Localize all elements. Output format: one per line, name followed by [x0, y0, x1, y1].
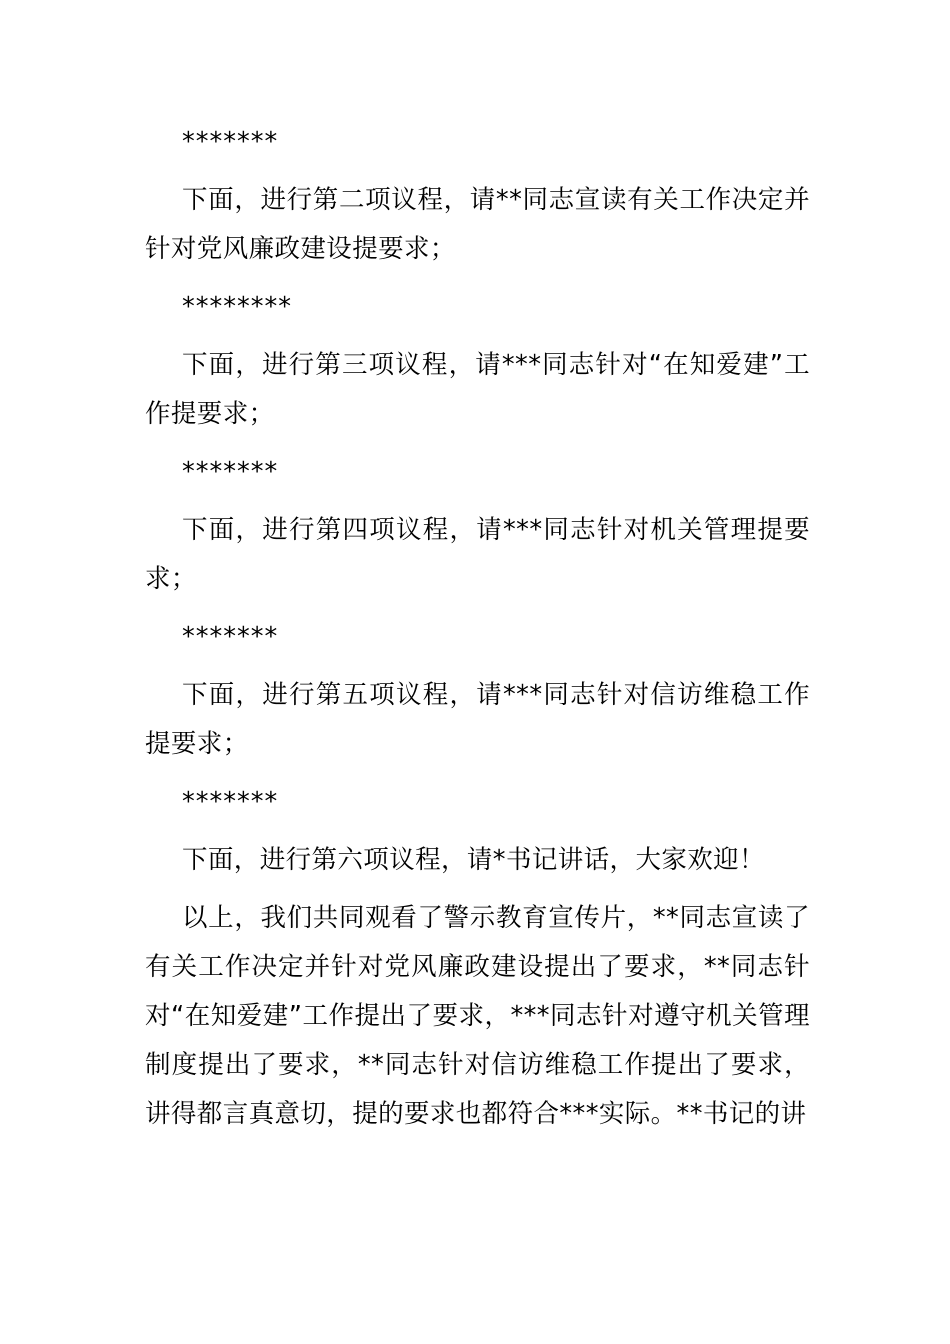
separator-stars: *******: [182, 457, 279, 487]
separator-stars: *******: [182, 127, 279, 157]
summary-paragraph: 以上，我们共同观看了警示教育宣传片，**同志宣读了有关工作决定并针对党风廉政建设提出了要求，**同志针对“在知爱建”工作提出了要求，***同志针对遵守机关管理制度提出了要求，**同志针对信访维稳工作提出了要求，讲得都言真意切，提的要求也都符合***实际。**书记的讲: [145, 903, 810, 1129]
agenda-item-4: 下面，进行第四项议程，请***同志针对机关管理提要求；: [145, 515, 810, 594]
agenda-item-2: 下面，进行第二项议程，请**同志宣读有关工作决定并针对党风廉政建设提要求；: [145, 185, 810, 264]
separator-stars: ********: [182, 292, 292, 322]
document-page: [145, 118, 810, 1148]
separator-stars: *******: [182, 787, 279, 817]
separator-stars: *******: [182, 622, 279, 652]
agenda-item-6: 下面，进行第六项议程，请*书记讲话，大家欢迎！: [182, 845, 765, 875]
agenda-item-5: 下面，进行第五项议程，请***同志针对信访维稳工作提要求；: [145, 680, 810, 759]
agenda-item-3: 下面，进行第三项议程，请***同志针对“在知爱建”工作提要求；: [145, 350, 810, 429]
